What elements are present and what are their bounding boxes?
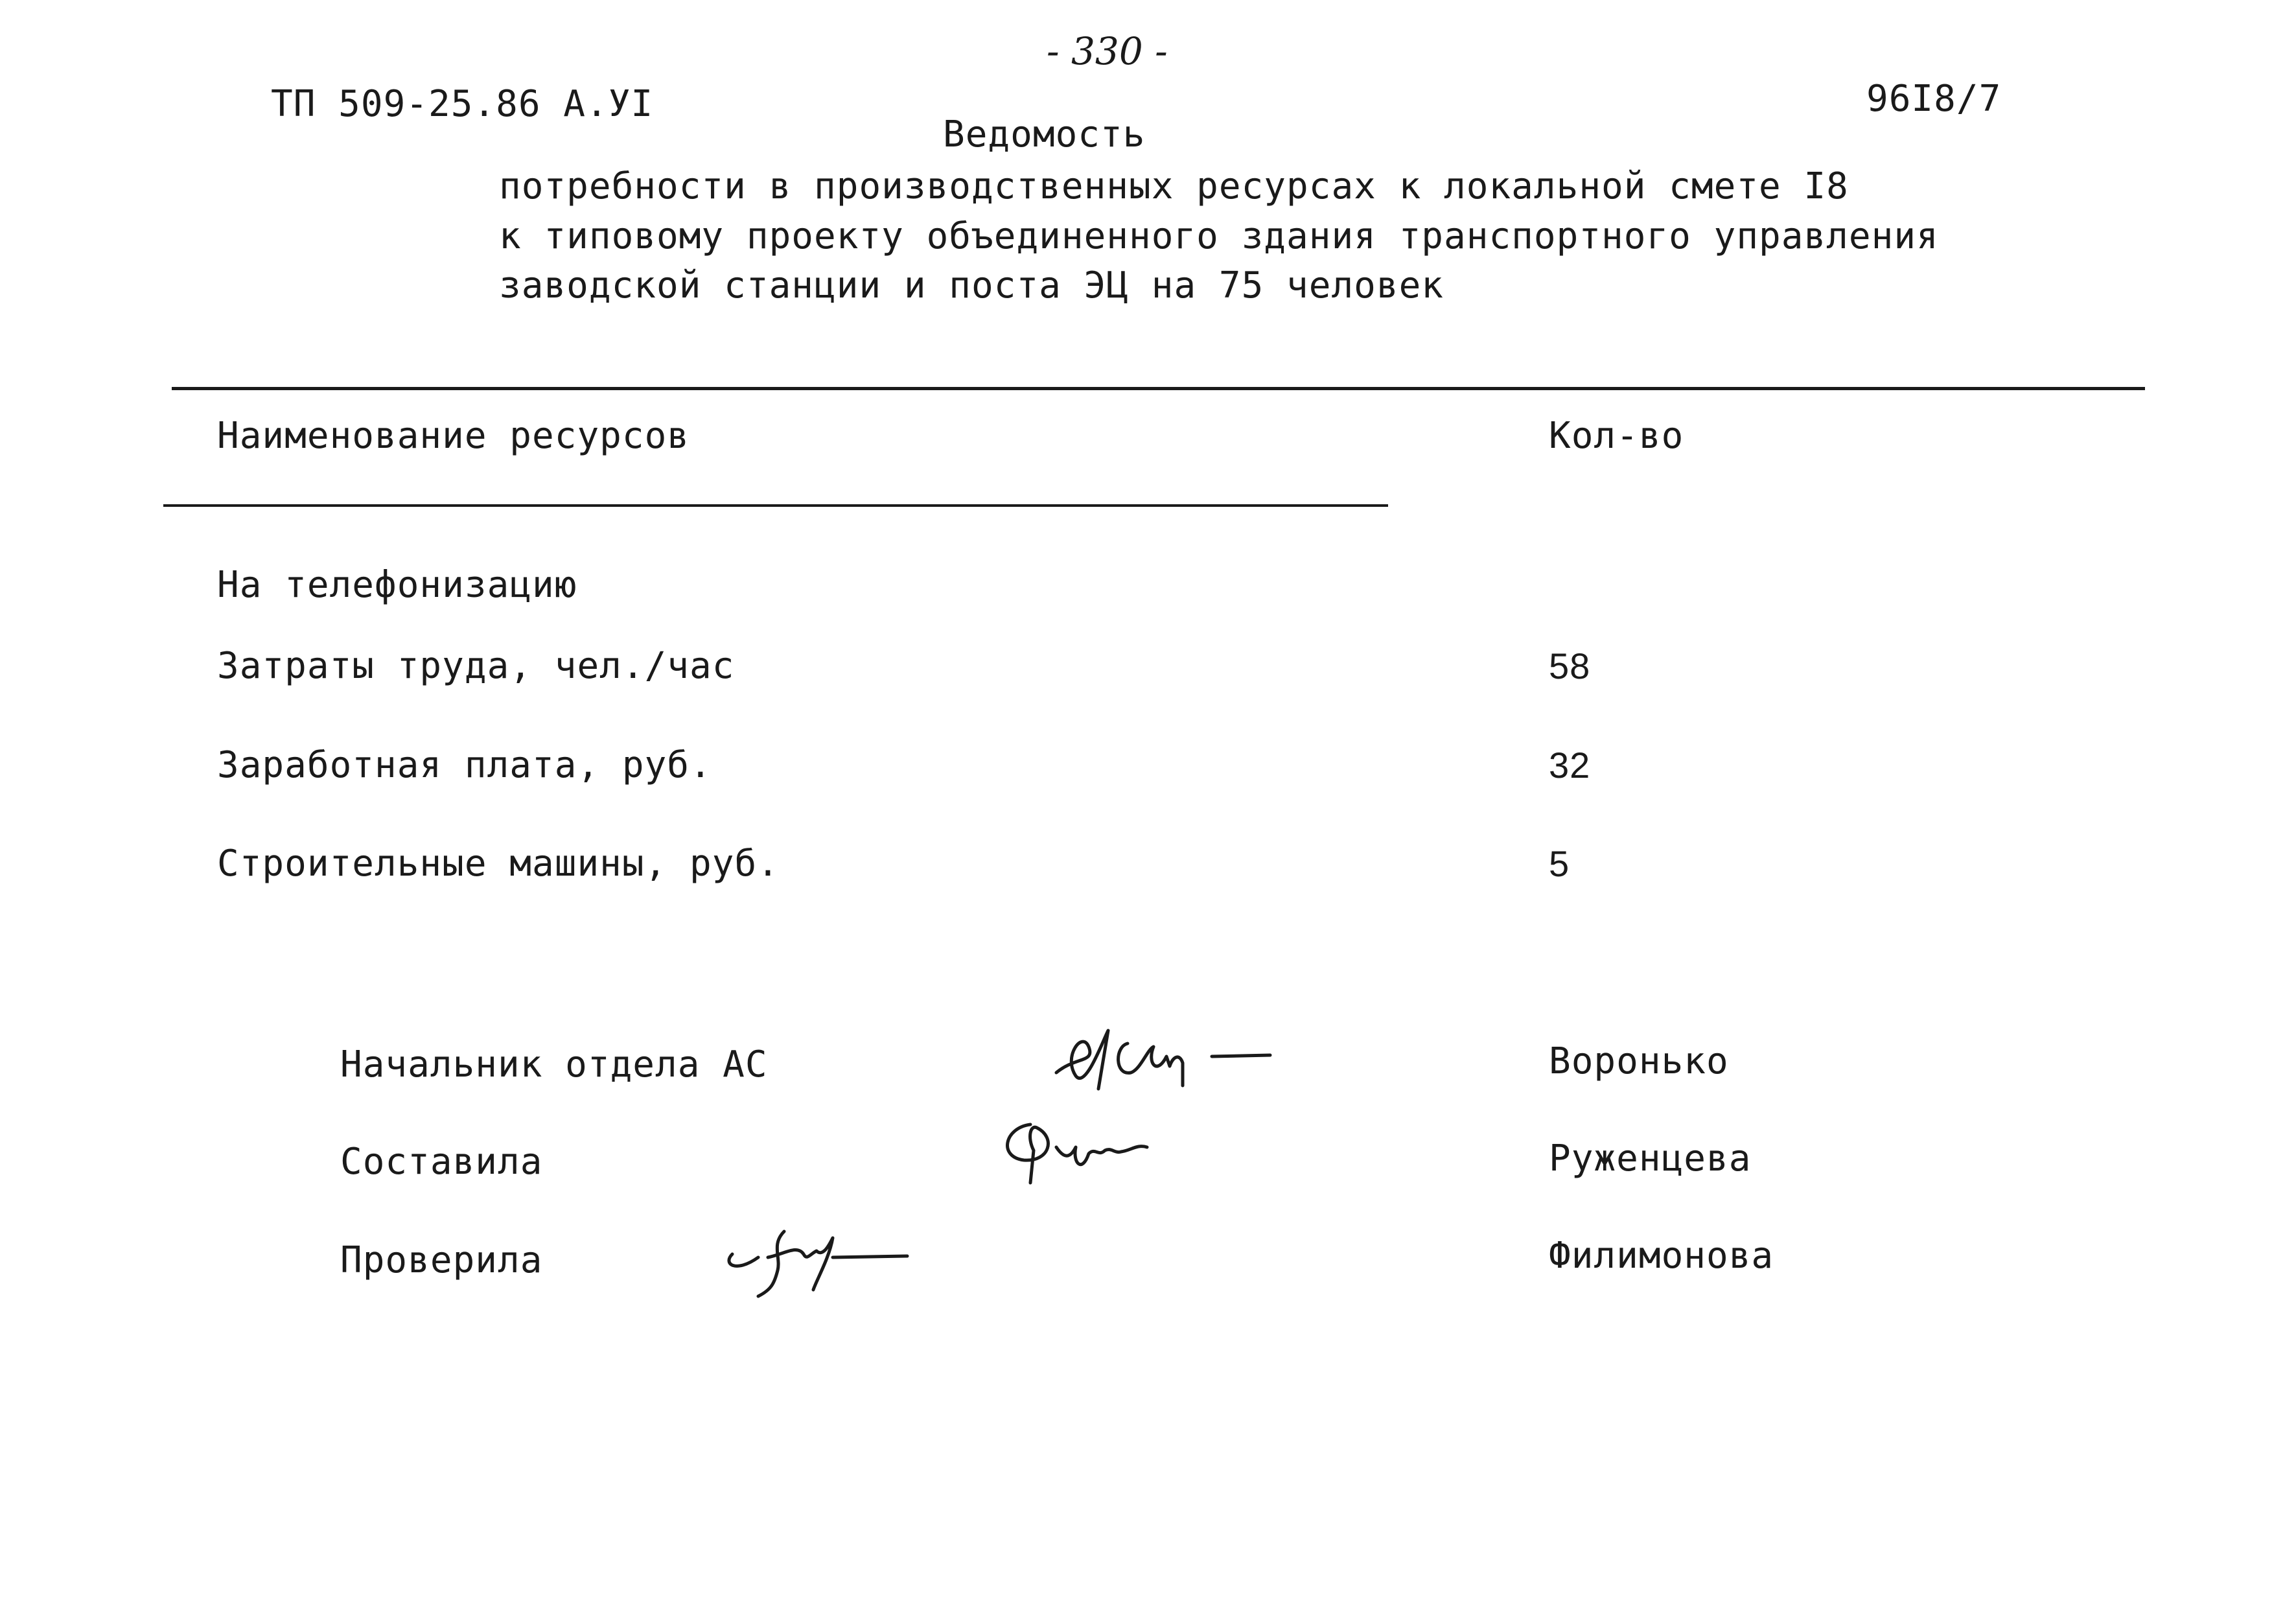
document-number: 96I8/7 <box>1866 78 2002 120</box>
column-header-name: Наименование ресурсов <box>217 415 690 457</box>
handwritten-signature <box>991 1112 1160 1196</box>
signatory-role: Составила <box>340 1141 543 1183</box>
resource-qty: 32 <box>1549 745 1591 786</box>
resource-name: Заработная плата, руб. <box>217 744 712 786</box>
signatory-name: Воронько <box>1549 1040 1729 1082</box>
section-heading: На телефонизацию <box>217 564 577 606</box>
resource-name: Строительные машины, руб. <box>217 843 780 885</box>
handwritten-signature <box>719 1218 914 1303</box>
signatory-role: Проверила <box>340 1239 543 1281</box>
signatory-role: Начальник отдела АС <box>340 1043 768 1086</box>
table-header-rule <box>163 504 1388 507</box>
signatory-name: Руженцева <box>1549 1137 1752 1180</box>
handwritten-signature <box>1050 1018 1283 1102</box>
document-heading: Ведомость <box>943 113 1146 156</box>
title-line-3: заводской станции и поста ЭЦ на 75 человек <box>499 264 1444 307</box>
title-line-2: к типовому проекту объединенного здания транспортного управления <box>499 215 1939 257</box>
resource-name: Затраты труда, чел./час <box>217 645 735 687</box>
signatory-name: Филимонова <box>1549 1235 1774 1277</box>
document-code: ТП 509-25.86 А.УI <box>271 83 654 125</box>
column-header-qty: Кол-во <box>1549 415 1684 457</box>
resource-qty: 58 <box>1549 646 1591 686</box>
resource-qty: 5 <box>1549 843 1570 884</box>
table-top-rule <box>172 387 2145 390</box>
title-line-1: потребности в производственных ресурсах к локальной смете I8 <box>499 165 1849 207</box>
page-number: - 330 - <box>1047 29 1168 73</box>
